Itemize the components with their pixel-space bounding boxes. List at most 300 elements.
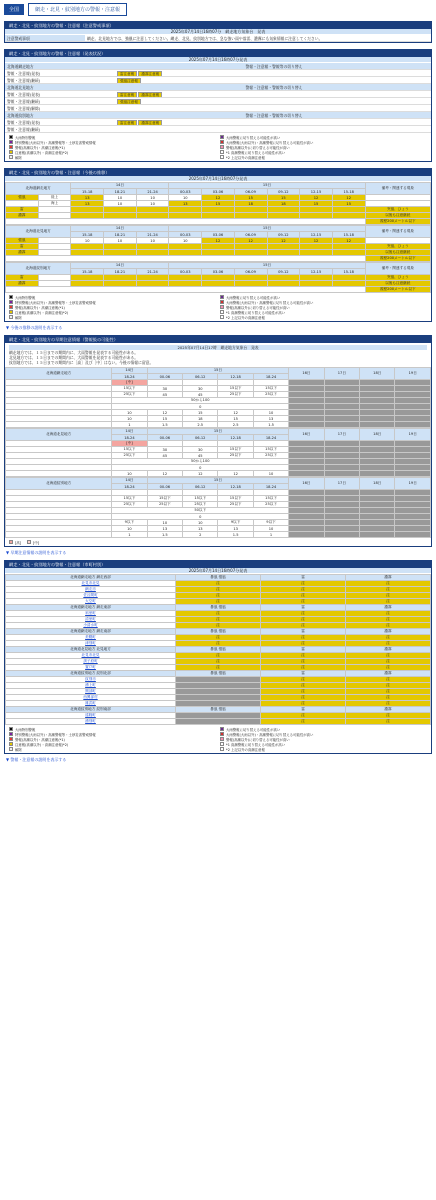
town-link[interactable]: 大空町 [6, 599, 176, 605]
page-title: 網走・北見・紋別地方の警報・注意報 [28, 3, 127, 16]
warning-mark: 注 [261, 695, 346, 701]
early-area-table [5, 477, 431, 538]
status-label: 警報・注意報(解除) [7, 106, 41, 111]
forecast-cell: 12 [300, 195, 333, 201]
legend-label: 特別警報(大雨以外)・高潮警報等・土砂災害警戒情報 [15, 732, 96, 737]
warning-mark: 注 [346, 665, 431, 671]
town-link[interactable]: 美幌町 [6, 635, 176, 641]
legend-label: 大雨特別警報 [15, 727, 36, 732]
spacer [6, 287, 366, 293]
early-cell: 45 [183, 392, 218, 398]
legend-swatch [220, 310, 224, 314]
municipal-table [5, 574, 431, 725]
early-cell: 10 [253, 471, 288, 477]
area-name: 北海道紋別地方 [6, 263, 71, 275]
legend-item [9, 727, 216, 731]
remark-cell: 突風、ひょう [365, 244, 430, 250]
legend-item [220, 742, 427, 746]
time-header: 21-24 [136, 189, 169, 195]
town-link[interactable]: 佐呂間町 [6, 593, 176, 599]
area-header-row [5, 84, 431, 91]
warning-mark: 注 [346, 689, 431, 695]
forecast-cell: 12 [332, 238, 365, 244]
early-cell: 15 [147, 416, 182, 422]
town-link[interactable]: 興部町 [6, 689, 176, 695]
time-header: 03-06 [202, 189, 235, 195]
early-cell: 2.5 [218, 422, 253, 428]
status-label: 警報・注意報(発表) [7, 120, 41, 125]
early-text [5, 343, 431, 367]
future-cell [395, 422, 431, 428]
early-cell: 12 [218, 471, 253, 477]
town-link[interactable]: 斜里町 [6, 611, 176, 617]
section-municipal [4, 560, 432, 754]
warning-mark: 注 [176, 659, 261, 665]
town-link[interactable]: 清里町 [6, 617, 176, 623]
time-header: 03-06 [202, 232, 235, 238]
legend-label: 大雨警報(大雨以外)・高潮警報に切り替える可能性が高い [226, 732, 314, 737]
warning-explain-link[interactable]: ▼ 警報・注意報の説明を表示する [6, 757, 67, 762]
forecast-cell: 12 [300, 238, 333, 244]
status-row [5, 98, 431, 105]
group-head: 暴風 強風 [176, 605, 261, 611]
legend [5, 725, 431, 753]
legend-label: *1 高潮警報に切り替える可能性が高い [226, 150, 286, 155]
status-tags [115, 98, 431, 104]
warning-tag[interactable]: 強風注意報 [117, 78, 141, 83]
caution-text: 網走、北見地方では、強風に注意してください。網走、北見、紋別地方では、急な強い雨や落雷、濃霧にも気象情報に注意してください。 [87, 36, 323, 41]
spacer [6, 219, 366, 225]
status-label: 警報・注意報(継続) [7, 78, 41, 83]
early-cell: 15 [183, 410, 218, 416]
warning-mark: 注 [176, 611, 261, 617]
legend-item [220, 150, 427, 154]
day-header: 16日 [289, 429, 324, 441]
town-link[interactable]: 雄武町 [6, 701, 176, 707]
time-header: 12-15 [300, 189, 333, 195]
all-japan-button[interactable]: 全国 [4, 4, 24, 15]
issued-time: 2025年07月14日16時07分発表 [5, 57, 431, 63]
early-cell: 25以下 [147, 502, 182, 508]
future-cell [360, 532, 395, 538]
town-link[interactable]: 紋別市 [6, 677, 176, 683]
warning-mark: 注 [346, 611, 431, 617]
day-header: 16日 [289, 478, 324, 490]
legend-label: *2 上記以外の高潮注意報 [226, 155, 265, 160]
warning-mark: 注 [261, 665, 346, 671]
time-header: 09-12 [267, 189, 300, 195]
early-cell: 15 [218, 416, 253, 422]
forecast-cell: 12 [202, 195, 235, 201]
early-area-table [5, 428, 431, 477]
time-header: 18-21 [104, 232, 137, 238]
warning-tag[interactable]: 雷注意報 [117, 92, 137, 97]
top-nav [0, 0, 436, 18]
early-cell: 9以下 [253, 520, 288, 526]
legend-swatch [220, 732, 224, 736]
warning-mark: 注 [261, 713, 346, 719]
phenomenon-label: 濃霧 [6, 281, 39, 287]
forecast-cell: 10 [169, 195, 202, 201]
early-cell: 25以下 [112, 392, 147, 398]
time-header: 06-09 [234, 232, 267, 238]
warning-mark: 注 [261, 593, 346, 599]
forecast-area-table [5, 182, 431, 225]
forecast-cell: 10 [71, 238, 104, 244]
legend-item [9, 295, 216, 299]
legend-label: 解除 [15, 155, 22, 160]
area-header-row [5, 112, 431, 119]
legend-swatch [9, 737, 13, 741]
early-cell: 15以下 [218, 447, 253, 453]
col-header: 雷 [261, 629, 346, 635]
warning-mark: 注 [261, 617, 346, 623]
warning-mark: 注 [346, 695, 431, 701]
warning-tag[interactable]: 雷注意報 [117, 71, 137, 76]
area-name: 北海道紋別地方 [6, 478, 112, 490]
legend-label: 解除 [15, 747, 22, 752]
warning-mark: 注 [346, 719, 431, 725]
time-header: 12-18 [218, 374, 253, 380]
early-cell: 10 [112, 410, 147, 416]
legend-label: 大雨特別警報 [15, 135, 36, 140]
forecast-cell: 12 [202, 238, 235, 244]
early-cell: 13 [253, 416, 288, 422]
group-name: 北海道紋別地方 紋別南部 [6, 707, 176, 713]
forecast-cell: 10 [104, 201, 137, 207]
section-title: 網走・北見・紋別地方の早期注意情報（警報級の可能性） [5, 336, 431, 343]
warning-mark: 注 [261, 653, 346, 659]
legend-item [220, 155, 427, 159]
legend-item [220, 145, 427, 149]
early-explain-link[interactable]: ▼ 早期注意情報の説明を表示する [6, 550, 67, 555]
early-text-2: 北見地方では、１５日までの期間内に、大雨警報を発表する可能性がある。 [9, 355, 139, 360]
legend-item [9, 305, 216, 309]
warning-mark: 注 [261, 623, 346, 629]
town-link[interactable]: 北見市北見 [6, 653, 176, 659]
day-header: 15日 [169, 183, 365, 189]
warning-mark: 注 [346, 677, 431, 683]
forecast-area-table [5, 262, 431, 293]
day-header: 15日 [147, 368, 289, 374]
status-tags [115, 126, 431, 132]
day-header: 19日 [395, 478, 431, 490]
warning-mark: 注 [261, 701, 346, 707]
section-title: 網走・北見・紋別地方の警報・注意報（発表状況） [5, 50, 431, 57]
col-header: 濃霧 [346, 575, 431, 581]
warning-mark: 注 [346, 653, 431, 659]
future-cell [289, 471, 324, 477]
early-cell: 13 [147, 526, 182, 532]
forecast-cell: 10 [104, 195, 137, 201]
warning-mark: 注 [346, 635, 431, 641]
forecast-area-table [5, 225, 431, 262]
group-name: 北海道網走地方 網走南部 [6, 629, 176, 635]
time-header: 06-09 [234, 189, 267, 195]
legend-label: *1 高潮警報に切り替える可能性が高い [226, 310, 286, 315]
warning-mark: 注 [176, 581, 261, 587]
future-cell [324, 532, 359, 538]
warning-tag[interactable]: 雷注意報 [117, 120, 137, 125]
remark-cell: 以後も注意継続 [365, 213, 430, 219]
warning-tag[interactable]: 強風注意報 [117, 99, 141, 104]
early-cell: 45 [147, 392, 182, 398]
warning-mark: 注 [346, 599, 431, 605]
day-header: 19日 [395, 368, 431, 380]
town-link[interactable]: 遠軽町 [6, 713, 176, 719]
town-link[interactable]: 西興部村 [6, 695, 176, 701]
legend-label: *2 上記以外の高潮注意報 [226, 315, 265, 320]
section-forecast [4, 168, 432, 322]
col-header: 濃霧 [346, 629, 431, 635]
phenomenon-label: 雷 [6, 207, 39, 213]
col-header: 濃霧 [346, 647, 431, 653]
time-header: 00-06 [147, 374, 182, 380]
status-row [5, 105, 431, 112]
section-title: 網走・北見・紋別地方の警報・注意報（今後の推移） [5, 169, 431, 176]
spacer [6, 256, 366, 262]
early-cell: 9以下 [218, 520, 253, 526]
change-header: 警報・注意報・警報等の切り替え [115, 84, 431, 90]
early-cell: 25以下 [218, 502, 253, 508]
status-row [5, 91, 431, 98]
early-area-table [5, 367, 431, 428]
legend-swatch [220, 295, 224, 299]
day-header: 14日 [112, 368, 147, 374]
caution-row [5, 35, 431, 42]
legend-swatch [9, 747, 13, 751]
town-link[interactable]: 津別町 [6, 641, 176, 647]
early-text-1: 網走地方では、１５日までの期間内に、大雨警報を発表する可能性がある。 [9, 350, 139, 355]
status-label: 警報・注意報(継続) [7, 99, 41, 104]
legend-high: [高] [15, 540, 22, 545]
day-header: 18日 [360, 368, 395, 380]
area-name: 北海道網走地方 [6, 183, 71, 195]
day-header: 14日 [71, 263, 169, 269]
legend-item [220, 135, 427, 139]
day-header: 17日 [324, 368, 359, 380]
legend-swatch [9, 310, 13, 314]
legend-swatch [9, 300, 13, 304]
col-header: 雷 [261, 575, 346, 581]
warning-mark: 注 [261, 659, 346, 665]
early-cell: [中] [112, 380, 147, 386]
forecast-cell: 12 [332, 195, 365, 201]
early-cell: 50から100 [112, 398, 289, 404]
early-cell: 30 [183, 386, 218, 392]
early-cell: 2.5 [183, 422, 218, 428]
town-link[interactable]: 小清水町 [6, 623, 176, 629]
legend-label: *2 上記以外の高潮注意報 [226, 747, 265, 752]
status-tags [115, 70, 431, 76]
town-link[interactable]: 北見市北見 [6, 581, 176, 587]
town-link[interactable]: 網走市 [6, 587, 176, 593]
early-cell: 15以下 [112, 447, 147, 453]
legend-item [9, 742, 216, 746]
warning-mark: 注 [346, 581, 431, 587]
future-cell [395, 532, 431, 538]
early-cell: 2 [183, 532, 218, 538]
legend-item [9, 737, 216, 741]
town-link[interactable]: 湧上町 [6, 683, 176, 689]
warning-mark: 注 [346, 713, 431, 719]
legend-label: 大雨警報(大雨以外)・高潮警報に切り替える可能性が高い [226, 300, 314, 305]
legend-item [220, 310, 427, 314]
col-header: 雷 [261, 707, 346, 713]
legend-swatch [220, 305, 224, 309]
legend-item [220, 737, 427, 741]
early-cell: 15以下 [147, 496, 182, 502]
time-header: 03-06 [202, 269, 235, 275]
time-header: 00-03 [169, 232, 202, 238]
legend-label: 大雨特別警報 [15, 295, 36, 300]
status-row [5, 126, 431, 133]
legend-label: 大雨警報に切り替える可能性が高い [226, 295, 281, 300]
remark-cell: 突風、ひょう [365, 275, 430, 281]
remark-cell: 以後も注意継続 [365, 250, 430, 256]
early-cell: 1.5 [218, 532, 253, 538]
time-header: 21-24 [136, 232, 169, 238]
warning-mark: 注 [261, 689, 346, 695]
early-cell: 10 [253, 526, 288, 532]
legend-swatch [220, 737, 224, 741]
warning-mark: 注 [261, 587, 346, 593]
legend-swatch [220, 150, 224, 154]
time-header: 18-24 [112, 374, 147, 380]
future-cell [360, 422, 395, 428]
legend-mid: [中] [33, 540, 40, 545]
time-header: 06-09 [234, 269, 267, 275]
status-row [5, 119, 431, 126]
early-cell: 10 [183, 520, 218, 526]
future-cell [324, 471, 359, 477]
early-cell: 1.5 [253, 422, 288, 428]
future-cell [289, 532, 324, 538]
legend-item [9, 300, 216, 304]
legend-item [220, 305, 427, 309]
col-header: 濃霧 [346, 605, 431, 611]
future-cell [395, 471, 431, 477]
group-head: 暴風 強風 [176, 575, 261, 581]
day-header: 15日 [147, 478, 289, 484]
early-cell: 1 [112, 422, 147, 428]
group-head: 暴風 強風 [176, 707, 261, 713]
phenomenon-label: 濃霧 [6, 250, 39, 256]
phenomenon-label: 雷 [6, 244, 39, 250]
legend-swatch [9, 135, 13, 139]
legend-swatch [220, 742, 224, 746]
legend-swatch [9, 155, 13, 159]
early-cell: 30 [147, 386, 182, 392]
legend-item [9, 150, 216, 154]
early-cell: 1 [112, 532, 147, 538]
early-cell: 25以下 [218, 453, 253, 459]
section-title: 網走・北見・紋別地方の警報・注意報（注意警戒事項） [5, 22, 431, 29]
area-name: 北海道網走地方 [6, 368, 112, 380]
legend-item [220, 295, 427, 299]
day-header: 15日 [147, 429, 289, 435]
warning-mark: 注 [176, 635, 261, 641]
phenomenon-sub: 海上 [38, 201, 71, 207]
town-link[interactable]: 湧別町 [6, 719, 176, 725]
issued-time: 2025年07月14日16時07分発表 [5, 176, 431, 182]
legend-item [9, 310, 216, 314]
warning-mark: 注 [346, 623, 431, 629]
early-cell: 25以下 [253, 453, 288, 459]
group-name: 北海道紋別地方 紋別北部 [6, 671, 176, 677]
section-status [4, 49, 432, 162]
forecast-cell: 10 [136, 201, 169, 207]
early-cell: 12 [183, 471, 218, 477]
early-cell: 30 [183, 447, 218, 453]
warning-tag[interactable]: 濃霧注意報 [138, 71, 162, 76]
legend-swatch [220, 300, 224, 304]
town-link[interactable]: 置戸町 [6, 665, 176, 671]
legend-item [220, 747, 427, 751]
legend-item [9, 135, 216, 139]
early-cell: 9以下 [112, 520, 147, 526]
legend-item [9, 732, 216, 736]
forecast-explain-link[interactable]: ▼ 今後の推移の説明を表示する [6, 325, 63, 330]
time-header: 18-21 [104, 189, 137, 195]
warning-mark [176, 719, 261, 725]
town-link[interactable]: 訓子府町 [6, 659, 176, 665]
time-header: 12-18 [218, 435, 253, 441]
legend-swatch [9, 315, 13, 319]
warning-mark: 注 [261, 719, 346, 725]
time-header: 00-06 [147, 484, 182, 490]
early-cell: 10 [112, 416, 147, 422]
legend-swatch [220, 140, 224, 144]
early-cell: 30 [147, 447, 182, 453]
time-header: 12-15 [300, 269, 333, 275]
warning-tag[interactable]: 濃霧注意報 [138, 120, 162, 125]
legend-swatch [220, 747, 224, 751]
time-header: 18-21 [104, 269, 137, 275]
group-head: 暴風 強風 [176, 629, 261, 635]
legend-swatch [9, 742, 13, 746]
status-label: 警報・注意報(発表) [7, 92, 41, 97]
early-issued: 2025年07月14日17時 網走地方気象台 発表 [9, 345, 427, 350]
legend-label: 注意報(高潮以外)・高潮注意報(*2) [15, 150, 69, 155]
section-caution-summary [4, 21, 432, 43]
legend-label: *1 高潮警報に切り替える可能性が高い [226, 742, 286, 747]
warning-mark: 注 [346, 701, 431, 707]
day-header: 14日 [112, 478, 147, 484]
legend-item [220, 727, 427, 731]
early-cell: 12 [147, 410, 182, 416]
change-header: 警報・注意報・警報等の切り替え [115, 112, 431, 118]
warning-mark: 注 [346, 617, 431, 623]
day-header: 17日 [324, 429, 359, 441]
time-header: 00-03 [169, 189, 202, 195]
remarks-header: 備考・関連する現象 [365, 226, 430, 238]
time-header: 00-06 [147, 435, 182, 441]
col-header: 濃霧 [346, 671, 431, 677]
warning-tag[interactable]: 濃霧注意報 [138, 92, 162, 97]
col-header: 濃霧 [346, 707, 431, 713]
legend-swatch [220, 315, 224, 319]
day-header: 18日 [360, 478, 395, 490]
status-tags [115, 91, 431, 97]
future-cell [360, 471, 395, 477]
legend-label: 警報(高潮以外)に切り替える可能性が高い [226, 305, 290, 310]
remarks-header: 備考・関連する現象 [365, 183, 430, 195]
status-label: 警報・注意報(継続) [7, 127, 41, 132]
early-cell: 25以下 [253, 392, 288, 398]
group-name: 北海道網走地方 網走西部 [6, 575, 176, 581]
change-header: 警報・注意報・警報等の切り替え [115, 63, 431, 69]
